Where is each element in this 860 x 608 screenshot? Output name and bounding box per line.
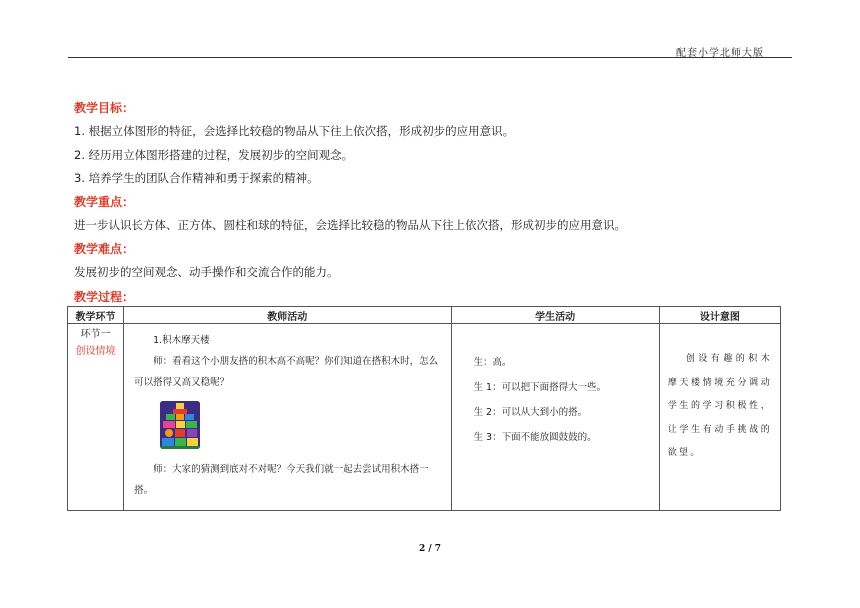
student-line-3: 生 2：可以从大到小的搭。 (473, 407, 588, 418)
student-cell (451, 324, 659, 511)
stage-cell (68, 324, 124, 511)
teacher-para-1: 师：看看这个小朋友搭的积木高不高呢？你们知道在搭积木时，怎么可以搭得又高又稳呢？ (134, 356, 439, 388)
col-header-teacher: 教师活动 (124, 307, 451, 324)
process-heading: 教学过程： (74, 290, 135, 304)
goal-line-2: 2. 经历用立体图形搭建的过程，发展初步的空间观念。 (74, 148, 354, 162)
design-cell (659, 324, 780, 511)
header-text: 配套小学北师大版 (676, 48, 764, 59)
stage-label: 环节一 (80, 329, 111, 340)
col-header-stage: 教学环节 (68, 307, 124, 324)
goals-heading: 教学目标： (74, 101, 135, 115)
teacher-title: 1.积木摩天楼 (153, 335, 210, 346)
student-line-4: 生 3：下面不能放圆鼓鼓的。 (473, 432, 597, 443)
student-line-1: 生：高。 (473, 357, 512, 368)
student-line-2: 生 1：可以把下面搭得大一些。 (473, 382, 607, 393)
design-text: 创设有趣的积木摩天楼情境充分调动学生的学习积极性，让学生有动手挑战的欲望。 (667, 354, 772, 458)
block-tower-illustration (160, 401, 200, 449)
process-table (67, 306, 781, 511)
stage-sublabel: 创设情境 (75, 346, 116, 357)
key-text: 进一步认识长方体、正方体、圆柱和球的特征，会选择比较稳的物品从下往上依次搭，形成初步的应用意识。 (74, 218, 626, 232)
difficulty-heading: 教学难点： (74, 242, 135, 256)
teacher-para-2: 师：大家的猜测到底对不对呢？今天我们就一起去尝试用积木搭一搭。 (134, 464, 429, 496)
header-rule (68, 57, 792, 58)
goal-line-3: 3. 培养学生的团队合作精神和勇于探索的精神。 (74, 171, 319, 185)
col-header-student: 学生活动 (451, 307, 659, 324)
teacher-cell (124, 324, 451, 511)
table-row (68, 324, 781, 511)
key-heading: 教学重点： (74, 195, 135, 209)
goal-line-1: 1. 根据立体图形的特征，会选择比较稳的物品从下往上依次搭，形成初步的应用意识。 (74, 124, 515, 138)
table-header-row (68, 307, 781, 324)
difficulty-text: 发展初步的空间观念、动手操作和交流合作的能力。 (74, 265, 339, 279)
col-header-design: 设计意图 (659, 307, 780, 324)
block-tower-image (160, 401, 200, 449)
page-number: 2 / 7 (418, 544, 442, 554)
